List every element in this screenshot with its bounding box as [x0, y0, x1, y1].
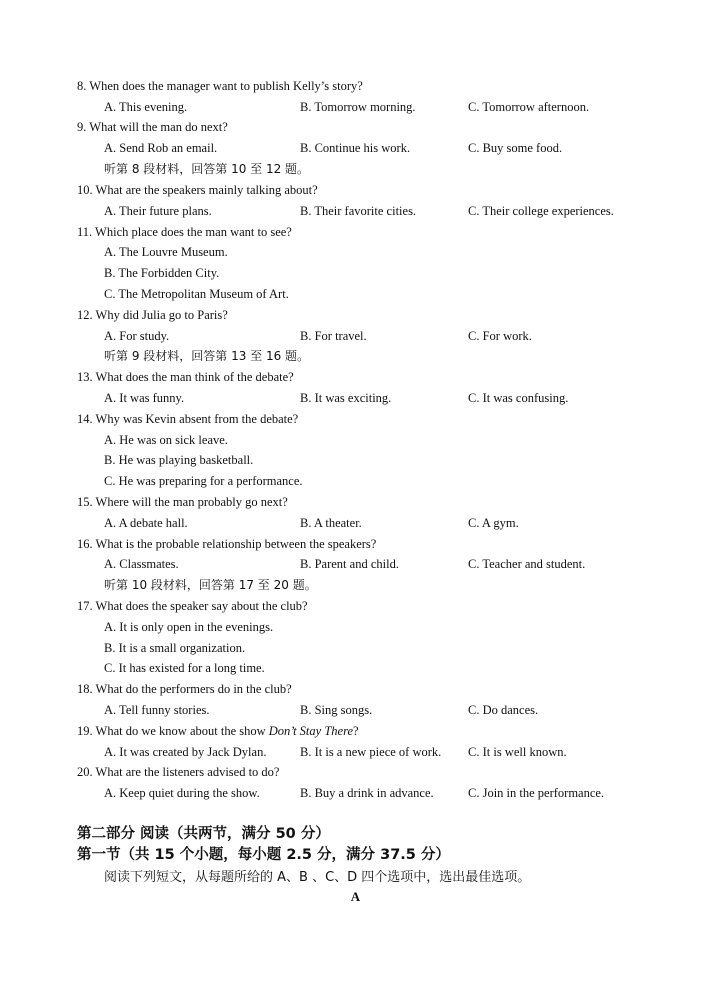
question-18: 18. What do the performers do in the club? [77, 682, 292, 696]
q16-option-b: B. Parent and child. [300, 557, 399, 571]
question-16: 16. What is the probable relationship between the speakers? [77, 537, 377, 551]
q12-option-b: B. For travel. [300, 329, 367, 343]
q15-option-b: B. A theater. [300, 516, 362, 530]
q19-stem-text: 19. What do we know about the show [77, 724, 269, 738]
question-13: 13. What does the man think of the debate? [77, 370, 294, 384]
q9-option-c: C. Buy some food. [468, 141, 563, 155]
question-9: 9. What will the man do next? [77, 120, 228, 134]
q14-option-c: C. He was preparing for a performance. [104, 474, 303, 488]
q13-option-b: B. It was exciting. [300, 391, 392, 405]
q10-option-c: C. Their college experiences. [468, 204, 614, 218]
q15-option-a: A. A debate hall. [104, 516, 188, 530]
q13-option-a: A. It was funny. [104, 391, 185, 405]
q8-option-a: A. This evening. [104, 100, 188, 114]
q17-option-b: B. It is a small organization. [104, 641, 246, 655]
question-19 [77, 724, 359, 739]
question-8: 8. When does the manager want to publish Kelly’s story? [77, 79, 363, 93]
q8-option-b: B. Tomorrow morning. [300, 100, 416, 114]
listening-note-10: 听第 10 段材料，回答第 17 至 20 题。 [104, 578, 317, 592]
q10-option-a: A. Their future plans. [104, 204, 212, 218]
q16-option-a: A. Classmates. [104, 557, 179, 571]
reading-instruction: 阅读下列短文，从每题所给的 A、B 、C、D 四个选项中，选出最佳选项。 [104, 870, 531, 885]
q17-option-a: A. It is only open in the evenings. [104, 620, 274, 634]
q18-option-b: B. Sing songs. [300, 703, 373, 717]
question-15: 15. Where will the man probably go next? [77, 495, 288, 509]
question-11: 11. Which place does the man want to see? [77, 225, 292, 239]
q13-option-c: C. It was confusing. [468, 391, 569, 405]
listening-note-8: 听第 8 段材料，回答第 10 至 12 题。 [104, 162, 310, 176]
q18-option-a: A. Tell funny stories. [104, 703, 210, 717]
q10-option-b: B. Their favorite cities. [300, 204, 417, 218]
q20-option-c: C. Join in the performance. [468, 786, 605, 800]
q12-option-c: C. For work. [468, 329, 532, 343]
q16-option-c: C. Teacher and student. [468, 557, 586, 571]
q15-option-c: C. A gym. [468, 516, 519, 530]
part-two-heading: 第二部分 阅读（共两节，满分 50 分） [77, 826, 330, 842]
q19-option-a: A. It was created by Jack Dylan. [104, 745, 267, 759]
q14-option-b: B. He was playing basketball. [104, 453, 254, 467]
q20-option-b: B. Buy a drink in advance. [300, 786, 434, 800]
q9-option-b: B. Continue his work. [300, 141, 411, 155]
question-20: 20. What are the listeners advised to do? [77, 765, 280, 779]
question-17: 17. What does the speaker say about the club? [77, 599, 308, 613]
question-12: 12. Why did Julia go to Paris? [77, 308, 228, 322]
q11-option-a: A. The Louvre Museum. [104, 245, 228, 259]
question-14: 14. Why was Kevin absent from the debate? [77, 412, 299, 426]
q19-stem-end: ? [353, 724, 359, 738]
passage-label: A [350, 889, 361, 904]
q12-option-a: A. For study. [104, 329, 170, 343]
q9-option-a: A. Send Rob an email. [104, 141, 218, 155]
listening-note-9: 听第 9 段材料，回答第 13 至 16 题。 [104, 349, 310, 363]
q19-option-b: B. It is a new piece of work. [300, 745, 442, 759]
q18-option-c: C. Do dances. [468, 703, 539, 717]
question-10: 10. What are the speakers mainly talking about? [77, 183, 318, 197]
q17-option-c: C. It has existed for a long time. [104, 661, 265, 675]
q11-option-b: B. The Forbidden City. [104, 266, 220, 280]
q8-option-c: C. Tomorrow afternoon. [468, 100, 590, 114]
show-title: Don’t Stay There [268, 724, 354, 738]
q14-option-a: A. He was on sick leave. [104, 433, 228, 447]
q20-option-a: A. Keep quiet during the show. [104, 786, 260, 800]
q19-option-c: C. It is well known. [468, 745, 567, 759]
q11-option-c: C. The Metropolitan Museum of Art. [104, 287, 289, 301]
section-one-heading: 第一节（共 15 个小题，每小题 2.5 分，满分 37.5 分） [77, 847, 450, 863]
